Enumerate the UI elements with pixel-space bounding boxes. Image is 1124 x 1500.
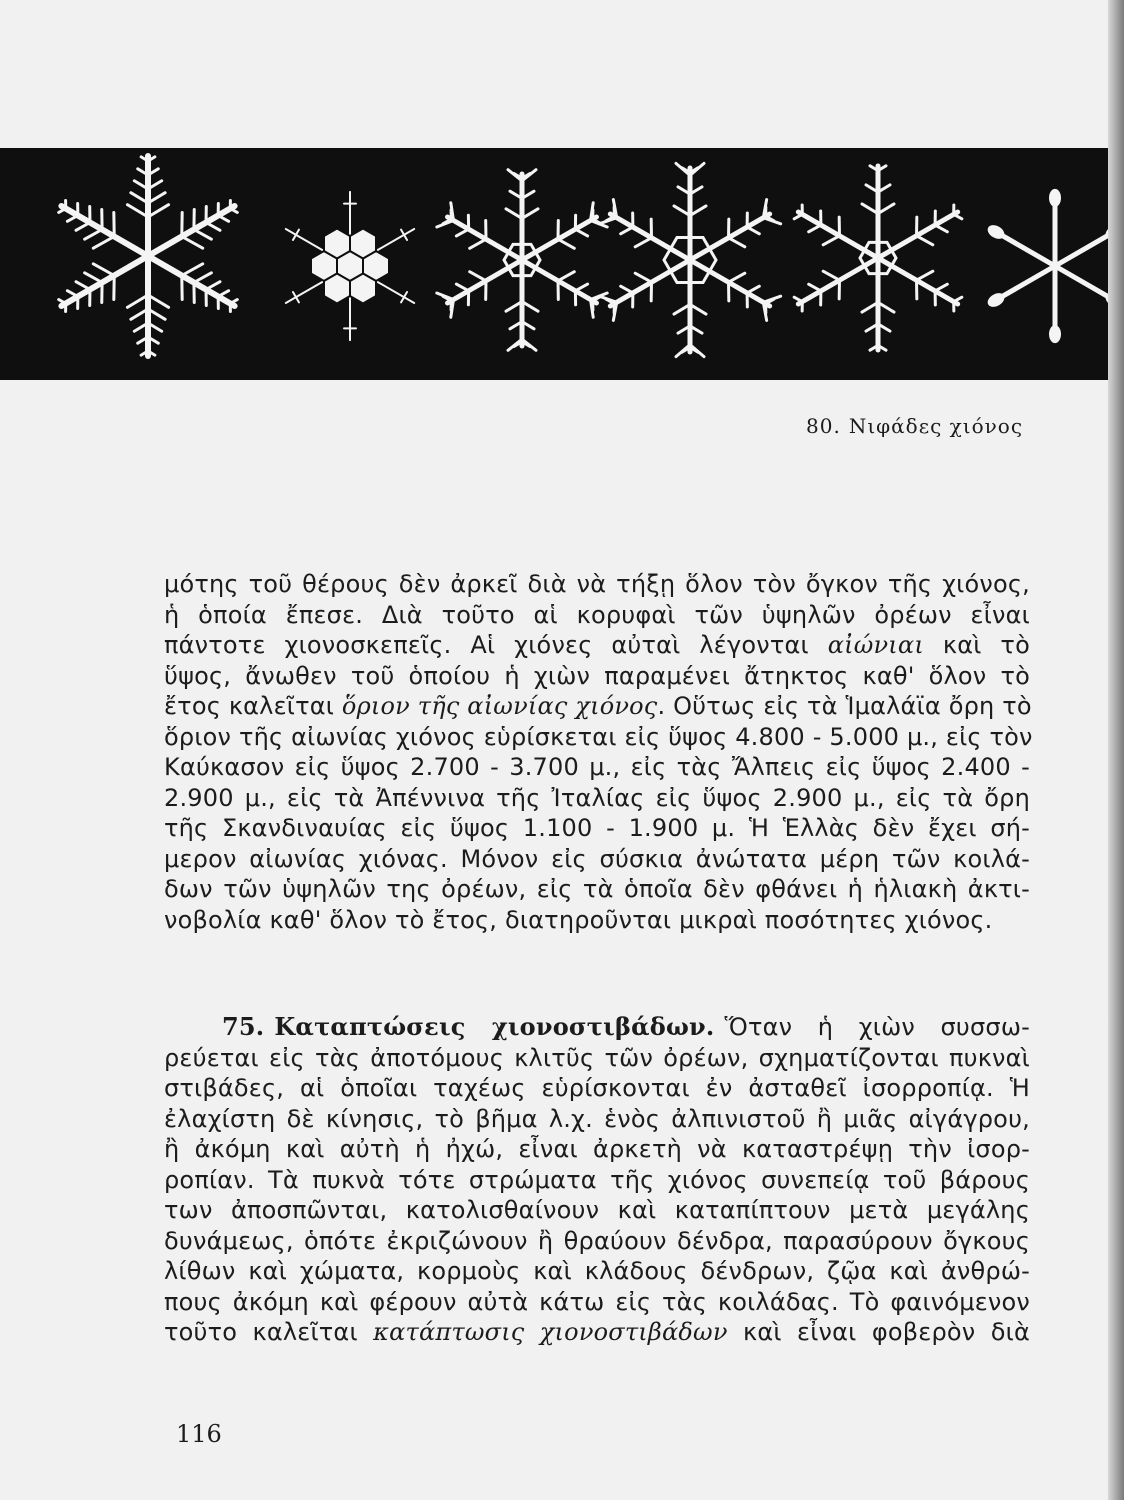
- figure-caption-text: Νιφάδες χιόνος: [848, 414, 1024, 438]
- text-line: ἔτος καλεῖται ὅριον τῆς αἰωνίας χιόνος. Οὕτως εἰς τὰ Ἱμαλάϊα ὄρη τὸ: [164, 692, 1032, 720]
- snowflake-needle: [985, 189, 1124, 343]
- text-line: πάντοτε χιονοσκεπεῖς. Αἱ χιόνες αὐταὶ λέγονται αἰώνιαι καὶ τὸ: [164, 631, 1030, 659]
- text-line: ὕψος, ἄνωθεν τοῦ ὁποίου ἡ χιὼν παραμένει ἄτηκτος καθ' ὅλον τὸ: [164, 661, 1030, 690]
- text-line: 2.900 μ., εἰς τὰ Ἀπέννινα τῆς Ἰταλίας εἰς ὕψος 2.900 μ., εἰς τὰ ὄρη: [164, 783, 1030, 812]
- text-line: ἡ ὁποία ἔπεσε. Διὰ τοῦτο αἱ κορυφαὶ τῶν ὑψηλῶν ὀρέων εἶναι: [164, 600, 1030, 629]
- paragraph-eternal-snow: [164, 569, 1033, 935]
- text-line: στιβάδες, αἱ ὁποῖαι ταχέως εὑρίσκονται ἐν ἀσταθεῖ ἰσορροπίᾳ. Ἡ: [164, 1074, 1030, 1102]
- text-line: μερον αἰωνίας χιόνας. Μόνον εἰς σύσκια ἀνώτατα μέρη τῶν κοιλά-: [164, 844, 1030, 873]
- text-line: ροπίαν. Τὰ πυκνὰ τότε στρώματα τῆς χιόνος συνεπείᾳ τοῦ βάρους: [164, 1165, 1030, 1194]
- text-line: νοβολία καθ' ὅλον τὸ ἔτος, διατηροῦνται μικραὶ ποσότητες χιόνος.: [164, 905, 993, 934]
- text-line: 75. Καταπτώσεις χιονοστιβάδων. Ὅταν ἡ χιὼν συσσω-: [222, 1012, 1030, 1041]
- text-line: ρεύεται εἰς τὰς ἀποτόμους κλιτῦς τῶν ὀρέων, σχηματίζονται πυκναὶ: [164, 1043, 1030, 1072]
- italic-term: κατάπτωσις χιονοστιβάδων: [373, 1318, 728, 1346]
- book-spine-shadow: [1108, 0, 1124, 1500]
- paragraph-avalanches: [164, 1012, 1030, 1348]
- section-heading: [222, 1012, 714, 1041]
- text-line: ἐλαχίστη δὲ κίνησις, τὸ βῆμα λ.χ. ἑνὸς ἀλπινιστοῦ ἢ μιᾶς αἰγάγρου,: [164, 1104, 1030, 1133]
- section-title: Καταπτώσεις χιονοστιβάδων.: [274, 1012, 715, 1041]
- section-number: 75.: [222, 1012, 265, 1041]
- snowflake-branched: [436, 170, 608, 351]
- snowflake-illustration: [0, 148, 1124, 380]
- text-line: τῆς Σκανδιναυίας εἰς ὕψος 1.100 - 1.900 μ. Ἡ Ἑλλὰς δὲν ἔχει σή-: [164, 814, 1030, 842]
- text-line: λίθων καὶ χώματα, κορμοὺς καὶ κλάδους δένδρων, ζῷα καὶ ἀνθρώ-: [164, 1257, 1030, 1285]
- text-line: των ἀποσπῶνται, κατολισθαίνουν καὶ καταπίπτουν μετὰ μεγάλης: [164, 1196, 1030, 1224]
- figure-caption: [806, 414, 1023, 438]
- italic-term: ὅριον τῆς αἰωνίας χιόνος: [341, 692, 658, 720]
- text-line: Καύκασον εἰς ὕψος 2.700 - 3.700 μ., εἰς τὰς Ἄλπεις εἰς ὕψος 2.400 -: [164, 753, 1030, 781]
- snowflake-dendrite: [51, 156, 245, 356]
- text-line: ἢ ἀκόμη καὶ αὐτὴ ἡ ἠχώ, εἶναι ἀρκετὴ νὰ καταστρέψῃ τὴν ἰσορ-: [164, 1135, 1030, 1163]
- text-line: μότης τοῦ θέρους δὲν ἀρκεῖ διὰ νὰ τήξῃ ὅλον τὸν ὄγκον τῆς χιόνος,: [164, 570, 1030, 598]
- snowflake-sectored: [598, 163, 781, 356]
- text-line: ὅριον τῆς αἰωνίας χιόνος εὑρίσκεται εἰς ὕψος 4.800 - 5.000 μ., εἰς τὸν: [164, 722, 1033, 751]
- page-number: 116: [176, 1420, 222, 1448]
- text-line: τοῦτο καλεῖται κατάπτωσις χιονοστιβάδων καὶ εἶναι φοβερὸν διὰ: [164, 1318, 1030, 1346]
- text-line: δυνάμεως, ὁπότε ἐκριζώνουν ἢ θραύουν δένδρα, παρασύρουν ὄγκους: [164, 1226, 1030, 1255]
- snowflake-star: [790, 166, 966, 350]
- italic-term: αἰώνιαι: [827, 631, 924, 659]
- text-line: δων τῶν ὑψηλῶν της ὀρέων, εἰς τὰ ὁποῖα δὲν φθάνει ἡ ἡλιακὴ ἀκτι-: [164, 875, 1030, 903]
- text-line: πους ἀκόμη καὶ φέρουν αὐτὰ κάτω εἰς τὰς κοιλάδας. Τὸ φαινόμενον: [164, 1287, 1030, 1316]
- snowflake-figure-band: [0, 148, 1124, 380]
- figure-number: 80.: [806, 414, 841, 438]
- snowflake-hexagon-plate: [283, 192, 417, 340]
